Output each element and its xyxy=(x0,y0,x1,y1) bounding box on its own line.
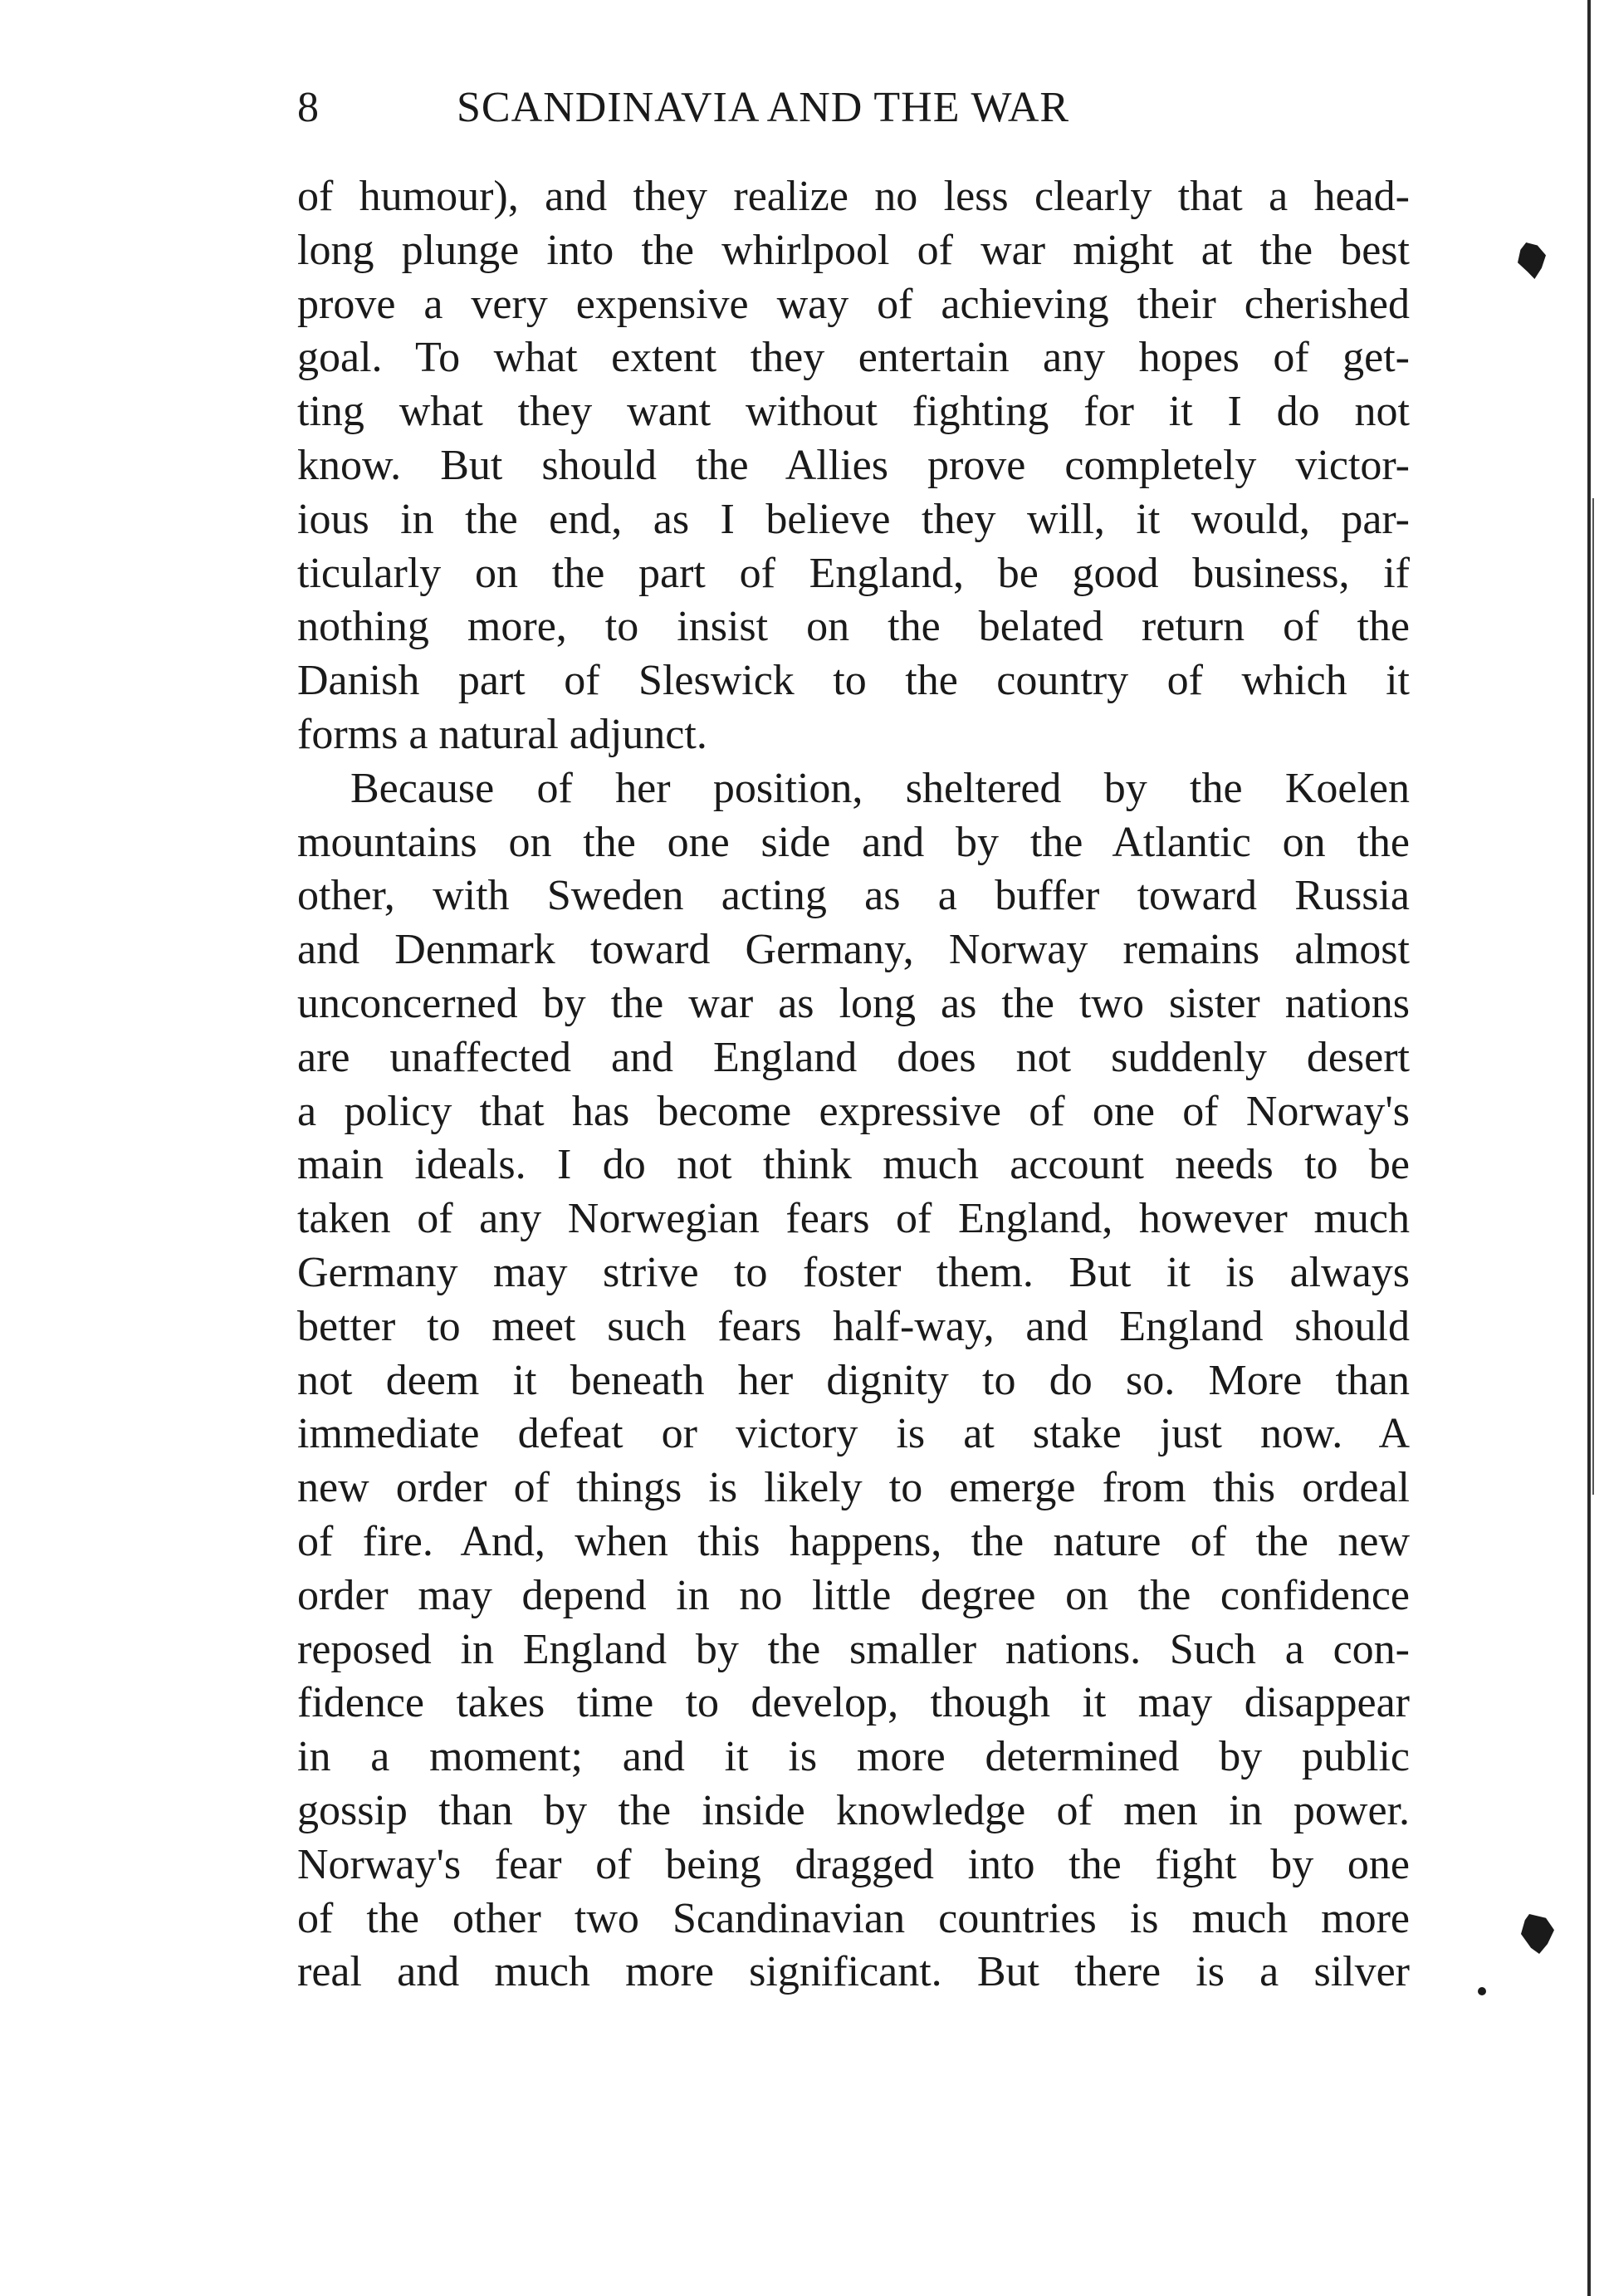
text-line: order may depend in no little degree on the confidence xyxy=(297,1571,1410,1619)
text-line: prove a very expensive way of achieving their cherished xyxy=(297,280,1410,328)
text-line: taken of any Norwegian fears of England, however much xyxy=(297,1195,1410,1243)
text-line: of humour), and they realize no less clearly that a head- xyxy=(297,173,1410,220)
scan-speck xyxy=(1478,1987,1486,1995)
text-line: of the other two Scandinavian countries is much more xyxy=(297,1894,1410,1942)
text-line: not deem it beneath her dignity to do so. More than xyxy=(297,1356,1410,1404)
body-text xyxy=(297,170,1410,2000)
running-head xyxy=(297,83,1410,149)
text-line: in a moment; and it is more determined by public xyxy=(297,1733,1410,1781)
text-line: ting what they want without fighting for it I do not xyxy=(297,388,1410,436)
scan-speck xyxy=(1518,242,1546,279)
text-line: long plunge into the whirlpool of war might at the best xyxy=(297,226,1410,274)
text-line: ious in the end, as I believe they will, it would, par- xyxy=(297,495,1410,543)
text-line: reposed in England by the smaller nations. Such a con- xyxy=(297,1625,1410,1673)
text-line: fidence takes time to develop, though it may disappear xyxy=(297,1679,1410,1727)
text-line: immediate defeat or victory is at stake just now. A xyxy=(297,1410,1410,1458)
text-line: better to meet such fears half-way, and England should xyxy=(297,1302,1410,1350)
text-line: Germany may strive to foster them. But it is always xyxy=(297,1248,1410,1296)
text-line: know. But should the Allies prove completely victor- xyxy=(297,441,1410,489)
text-line: Norway's fear of being dragged into the fight by one xyxy=(297,1840,1410,1888)
text-line: of fire. And, when this happens, the nature of the new xyxy=(297,1517,1410,1565)
text-line: nothing more, to insist on the belated return of the xyxy=(297,603,1410,651)
paragraph-end-line: forms a natural adjunct. xyxy=(297,710,707,758)
text-line: gossip than by the inside knowledge of men in power. xyxy=(297,1786,1410,1834)
text-line: new order of things is likely to emerge from this ordeal xyxy=(297,1464,1410,1512)
page-number: 8 xyxy=(297,84,320,131)
text-line: a policy that has become expressive of one of Norway's xyxy=(297,1087,1410,1135)
text-line: and Denmark toward Germany, Norway remains almost xyxy=(297,926,1410,974)
page-gutter-edge-inner xyxy=(1592,498,1594,1495)
paragraph-start-line: Because of her position, sheltered by the Koelen xyxy=(350,764,1410,812)
text-line: goal. To what extent they entertain any hopes of get- xyxy=(297,334,1410,382)
text-line: mountains on the one side and by the Atlantic on the xyxy=(297,818,1410,866)
running-title: SCANDINAVIA AND THE WAR xyxy=(457,84,1070,131)
scan-speck xyxy=(1521,1914,1554,1954)
text-line: are unaffected and England does not suddenly desert xyxy=(297,1033,1410,1081)
text-line: other, with Sweden acting as a buffer toward Russia xyxy=(297,872,1410,920)
text-line: ticularly on the part of England, be good business, if xyxy=(297,549,1410,597)
page-gutter-edge xyxy=(1587,0,1591,2296)
text-line: main ideals. I do not think much account needs to be xyxy=(297,1141,1410,1189)
text-line: real and much more significant. But there is a silver xyxy=(297,1948,1410,1996)
text-line: Danish part of Sleswick to the country of which it xyxy=(297,657,1410,705)
text-line: unconcerned by the war as long as the two sister nations xyxy=(297,979,1410,1027)
